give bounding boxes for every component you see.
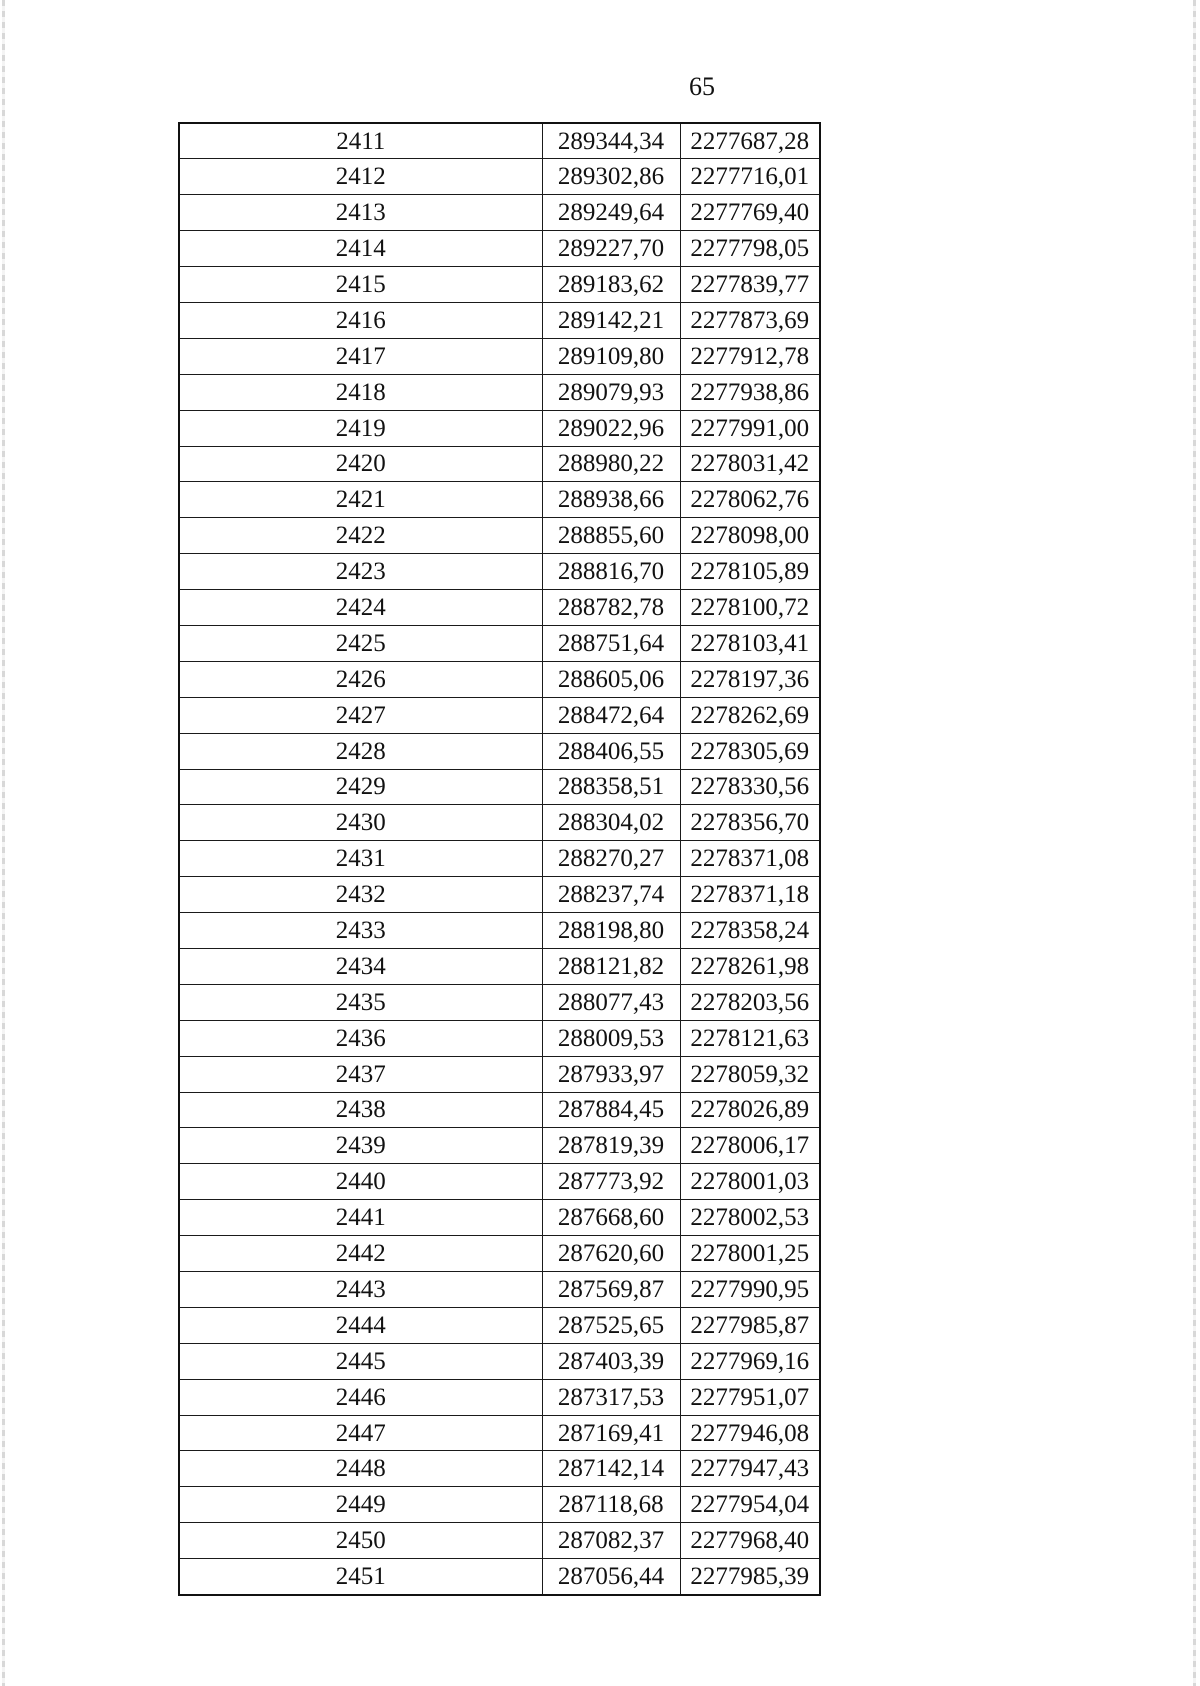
table-row xyxy=(179,984,820,1020)
table-row xyxy=(179,1451,820,1487)
table-row xyxy=(179,374,820,410)
y-coordinate-cell: 2277969,16 xyxy=(680,1343,820,1379)
y-coordinate-cell: 2277968,40 xyxy=(680,1523,820,1559)
table-row xyxy=(179,338,820,374)
table-row xyxy=(179,913,820,949)
y-coordinate-cell: 2278006,17 xyxy=(680,1128,820,1164)
point-number-cell: 2417 xyxy=(179,338,542,374)
point-number-cell: 2435 xyxy=(179,984,542,1020)
y-coordinate-cell: 2277946,08 xyxy=(680,1415,820,1451)
point-number-cell: 2416 xyxy=(179,302,542,338)
y-coordinate-cell: 2278330,56 xyxy=(680,769,820,805)
table-row xyxy=(179,661,820,697)
x-coordinate-cell: 288077,43 xyxy=(542,984,680,1020)
table-row xyxy=(179,877,820,913)
y-coordinate-cell: 2278305,69 xyxy=(680,733,820,769)
table-row xyxy=(179,446,820,482)
y-coordinate-cell: 2278121,63 xyxy=(680,1020,820,1056)
point-number-cell: 2421 xyxy=(179,482,542,518)
table-row xyxy=(179,1056,820,1092)
y-coordinate-cell: 2277954,04 xyxy=(680,1487,820,1523)
table-row xyxy=(179,1092,820,1128)
x-coordinate-cell: 287317,53 xyxy=(542,1379,680,1415)
x-coordinate-cell: 288406,55 xyxy=(542,733,680,769)
x-coordinate-cell: 287118,68 xyxy=(542,1487,680,1523)
x-coordinate-cell: 287056,44 xyxy=(542,1559,680,1595)
table-row xyxy=(179,1523,820,1559)
point-number-cell: 2431 xyxy=(179,841,542,877)
y-coordinate-cell: 2278358,24 xyxy=(680,913,820,949)
table-row xyxy=(179,267,820,303)
x-coordinate-cell: 288605,06 xyxy=(542,661,680,697)
point-number-cell: 2415 xyxy=(179,267,542,303)
scan-edge-right xyxy=(1193,0,1196,1686)
x-coordinate-cell: 287773,92 xyxy=(542,1164,680,1200)
y-coordinate-cell: 2278100,72 xyxy=(680,590,820,626)
table-row xyxy=(179,590,820,626)
x-coordinate-cell: 289249,64 xyxy=(542,195,680,231)
table-row xyxy=(179,1307,820,1343)
scan-edge-left xyxy=(2,0,5,1686)
y-coordinate-cell: 2277991,00 xyxy=(680,410,820,446)
point-number-cell: 2428 xyxy=(179,733,542,769)
point-number-cell: 2436 xyxy=(179,1020,542,1056)
x-coordinate-cell: 288751,64 xyxy=(542,625,680,661)
table-row xyxy=(179,1020,820,1056)
x-coordinate-cell: 287884,45 xyxy=(542,1092,680,1128)
point-number-cell: 2451 xyxy=(179,1559,542,1595)
x-coordinate-cell: 288121,82 xyxy=(542,948,680,984)
y-coordinate-cell: 2278062,76 xyxy=(680,482,820,518)
table-row xyxy=(179,948,820,984)
point-number-cell: 2440 xyxy=(179,1164,542,1200)
x-coordinate-cell: 289302,86 xyxy=(542,159,680,195)
y-coordinate-cell: 2278371,08 xyxy=(680,841,820,877)
table-row xyxy=(179,1559,820,1595)
x-coordinate-cell: 289109,80 xyxy=(542,338,680,374)
y-coordinate-cell: 2278059,32 xyxy=(680,1056,820,1092)
table-row xyxy=(179,195,820,231)
point-number-cell: 2411 xyxy=(179,123,542,159)
x-coordinate-cell: 288938,66 xyxy=(542,482,680,518)
point-number-cell: 2433 xyxy=(179,913,542,949)
table-row xyxy=(179,302,820,338)
y-coordinate-cell: 2277938,86 xyxy=(680,374,820,410)
point-number-cell: 2423 xyxy=(179,554,542,590)
x-coordinate-cell: 288782,78 xyxy=(542,590,680,626)
y-coordinate-cell: 2277769,40 xyxy=(680,195,820,231)
point-number-cell: 2447 xyxy=(179,1415,542,1451)
table-row xyxy=(179,1272,820,1308)
coordinates-table xyxy=(178,122,821,1596)
y-coordinate-cell: 2278098,00 xyxy=(680,518,820,554)
y-coordinate-cell: 2278103,41 xyxy=(680,625,820,661)
x-coordinate-cell: 288009,53 xyxy=(542,1020,680,1056)
point-number-cell: 2449 xyxy=(179,1487,542,1523)
y-coordinate-cell: 2277990,95 xyxy=(680,1272,820,1308)
x-coordinate-cell: 287569,87 xyxy=(542,1272,680,1308)
table-row xyxy=(179,482,820,518)
x-coordinate-cell: 288980,22 xyxy=(542,446,680,482)
point-number-cell: 2441 xyxy=(179,1200,542,1236)
y-coordinate-cell: 2277985,87 xyxy=(680,1307,820,1343)
table-row xyxy=(179,769,820,805)
x-coordinate-cell: 289183,62 xyxy=(542,267,680,303)
table-row xyxy=(179,1236,820,1272)
x-coordinate-cell: 288237,74 xyxy=(542,877,680,913)
y-coordinate-cell: 2277873,69 xyxy=(680,302,820,338)
table-row xyxy=(179,805,820,841)
table-row xyxy=(179,733,820,769)
y-coordinate-cell: 2278001,25 xyxy=(680,1236,820,1272)
y-coordinate-cell: 2278026,89 xyxy=(680,1092,820,1128)
point-number-cell: 2420 xyxy=(179,446,542,482)
table-row xyxy=(179,625,820,661)
point-number-cell: 2413 xyxy=(179,195,542,231)
point-number-cell: 2412 xyxy=(179,159,542,195)
x-coordinate-cell: 287819,39 xyxy=(542,1128,680,1164)
point-number-cell: 2427 xyxy=(179,697,542,733)
y-coordinate-cell: 2277951,07 xyxy=(680,1379,820,1415)
table-row xyxy=(179,1343,820,1379)
x-coordinate-cell: 289022,96 xyxy=(542,410,680,446)
y-coordinate-cell: 2277798,05 xyxy=(680,231,820,267)
y-coordinate-cell: 2278105,89 xyxy=(680,554,820,590)
x-coordinate-cell: 288304,02 xyxy=(542,805,680,841)
x-coordinate-cell: 289142,21 xyxy=(542,302,680,338)
table-row xyxy=(179,1164,820,1200)
point-number-cell: 2438 xyxy=(179,1092,542,1128)
page-number: 65 xyxy=(689,72,715,101)
point-number-cell: 2446 xyxy=(179,1379,542,1415)
point-number-cell: 2419 xyxy=(179,410,542,446)
table-row xyxy=(179,1487,820,1523)
point-number-cell: 2432 xyxy=(179,877,542,913)
x-coordinate-cell: 287620,60 xyxy=(542,1236,680,1272)
table-row xyxy=(179,1415,820,1451)
point-number-cell: 2426 xyxy=(179,661,542,697)
point-number-cell: 2448 xyxy=(179,1451,542,1487)
x-coordinate-cell: 287525,65 xyxy=(542,1307,680,1343)
y-coordinate-cell: 2278356,70 xyxy=(680,805,820,841)
x-coordinate-cell: 287142,14 xyxy=(542,1451,680,1487)
point-number-cell: 2442 xyxy=(179,1236,542,1272)
table-row xyxy=(179,1379,820,1415)
table-row xyxy=(179,518,820,554)
y-coordinate-cell: 2277687,28 xyxy=(680,123,820,159)
y-coordinate-cell: 2278203,56 xyxy=(680,984,820,1020)
point-number-cell: 2422 xyxy=(179,518,542,554)
x-coordinate-cell: 287403,39 xyxy=(542,1343,680,1379)
table-row xyxy=(179,231,820,267)
x-coordinate-cell: 287933,97 xyxy=(542,1056,680,1092)
y-coordinate-cell: 2277716,01 xyxy=(680,159,820,195)
x-coordinate-cell: 289079,93 xyxy=(542,374,680,410)
y-coordinate-cell: 2277985,39 xyxy=(680,1559,820,1595)
table-row xyxy=(179,410,820,446)
point-number-cell: 2439 xyxy=(179,1128,542,1164)
point-number-cell: 2445 xyxy=(179,1343,542,1379)
point-number-cell: 2418 xyxy=(179,374,542,410)
coordinates-table-body xyxy=(179,123,820,1595)
table-row xyxy=(179,123,820,159)
table-row xyxy=(179,697,820,733)
x-coordinate-cell: 288270,27 xyxy=(542,841,680,877)
y-coordinate-cell: 2278031,42 xyxy=(680,446,820,482)
y-coordinate-cell: 2278371,18 xyxy=(680,877,820,913)
table-row xyxy=(179,1128,820,1164)
table-row xyxy=(179,159,820,195)
y-coordinate-cell: 2278261,98 xyxy=(680,948,820,984)
x-coordinate-cell: 289227,70 xyxy=(542,231,680,267)
table-row xyxy=(179,554,820,590)
table-row xyxy=(179,841,820,877)
table-row xyxy=(179,1200,820,1236)
point-number-cell: 2429 xyxy=(179,769,542,805)
point-number-cell: 2450 xyxy=(179,1523,542,1559)
y-coordinate-cell: 2277912,78 xyxy=(680,338,820,374)
x-coordinate-cell: 288472,64 xyxy=(542,697,680,733)
point-number-cell: 2437 xyxy=(179,1056,542,1092)
x-coordinate-cell: 287082,37 xyxy=(542,1523,680,1559)
y-coordinate-cell: 2278001,03 xyxy=(680,1164,820,1200)
x-coordinate-cell: 288358,51 xyxy=(542,769,680,805)
y-coordinate-cell: 2277947,43 xyxy=(680,1451,820,1487)
x-coordinate-cell: 287668,60 xyxy=(542,1200,680,1236)
x-coordinate-cell: 288816,70 xyxy=(542,554,680,590)
x-coordinate-cell: 288198,80 xyxy=(542,913,680,949)
y-coordinate-cell: 2278262,69 xyxy=(680,697,820,733)
point-number-cell: 2443 xyxy=(179,1272,542,1308)
point-number-cell: 2444 xyxy=(179,1307,542,1343)
x-coordinate-cell: 288855,60 xyxy=(542,518,680,554)
point-number-cell: 2414 xyxy=(179,231,542,267)
y-coordinate-cell: 2278002,53 xyxy=(680,1200,820,1236)
y-coordinate-cell: 2278197,36 xyxy=(680,661,820,697)
point-number-cell: 2425 xyxy=(179,625,542,661)
x-coordinate-cell: 289344,34 xyxy=(542,123,680,159)
point-number-cell: 2434 xyxy=(179,948,542,984)
point-number-cell: 2430 xyxy=(179,805,542,841)
y-coordinate-cell: 2277839,77 xyxy=(680,267,820,303)
point-number-cell: 2424 xyxy=(179,590,542,626)
x-coordinate-cell: 287169,41 xyxy=(542,1415,680,1451)
